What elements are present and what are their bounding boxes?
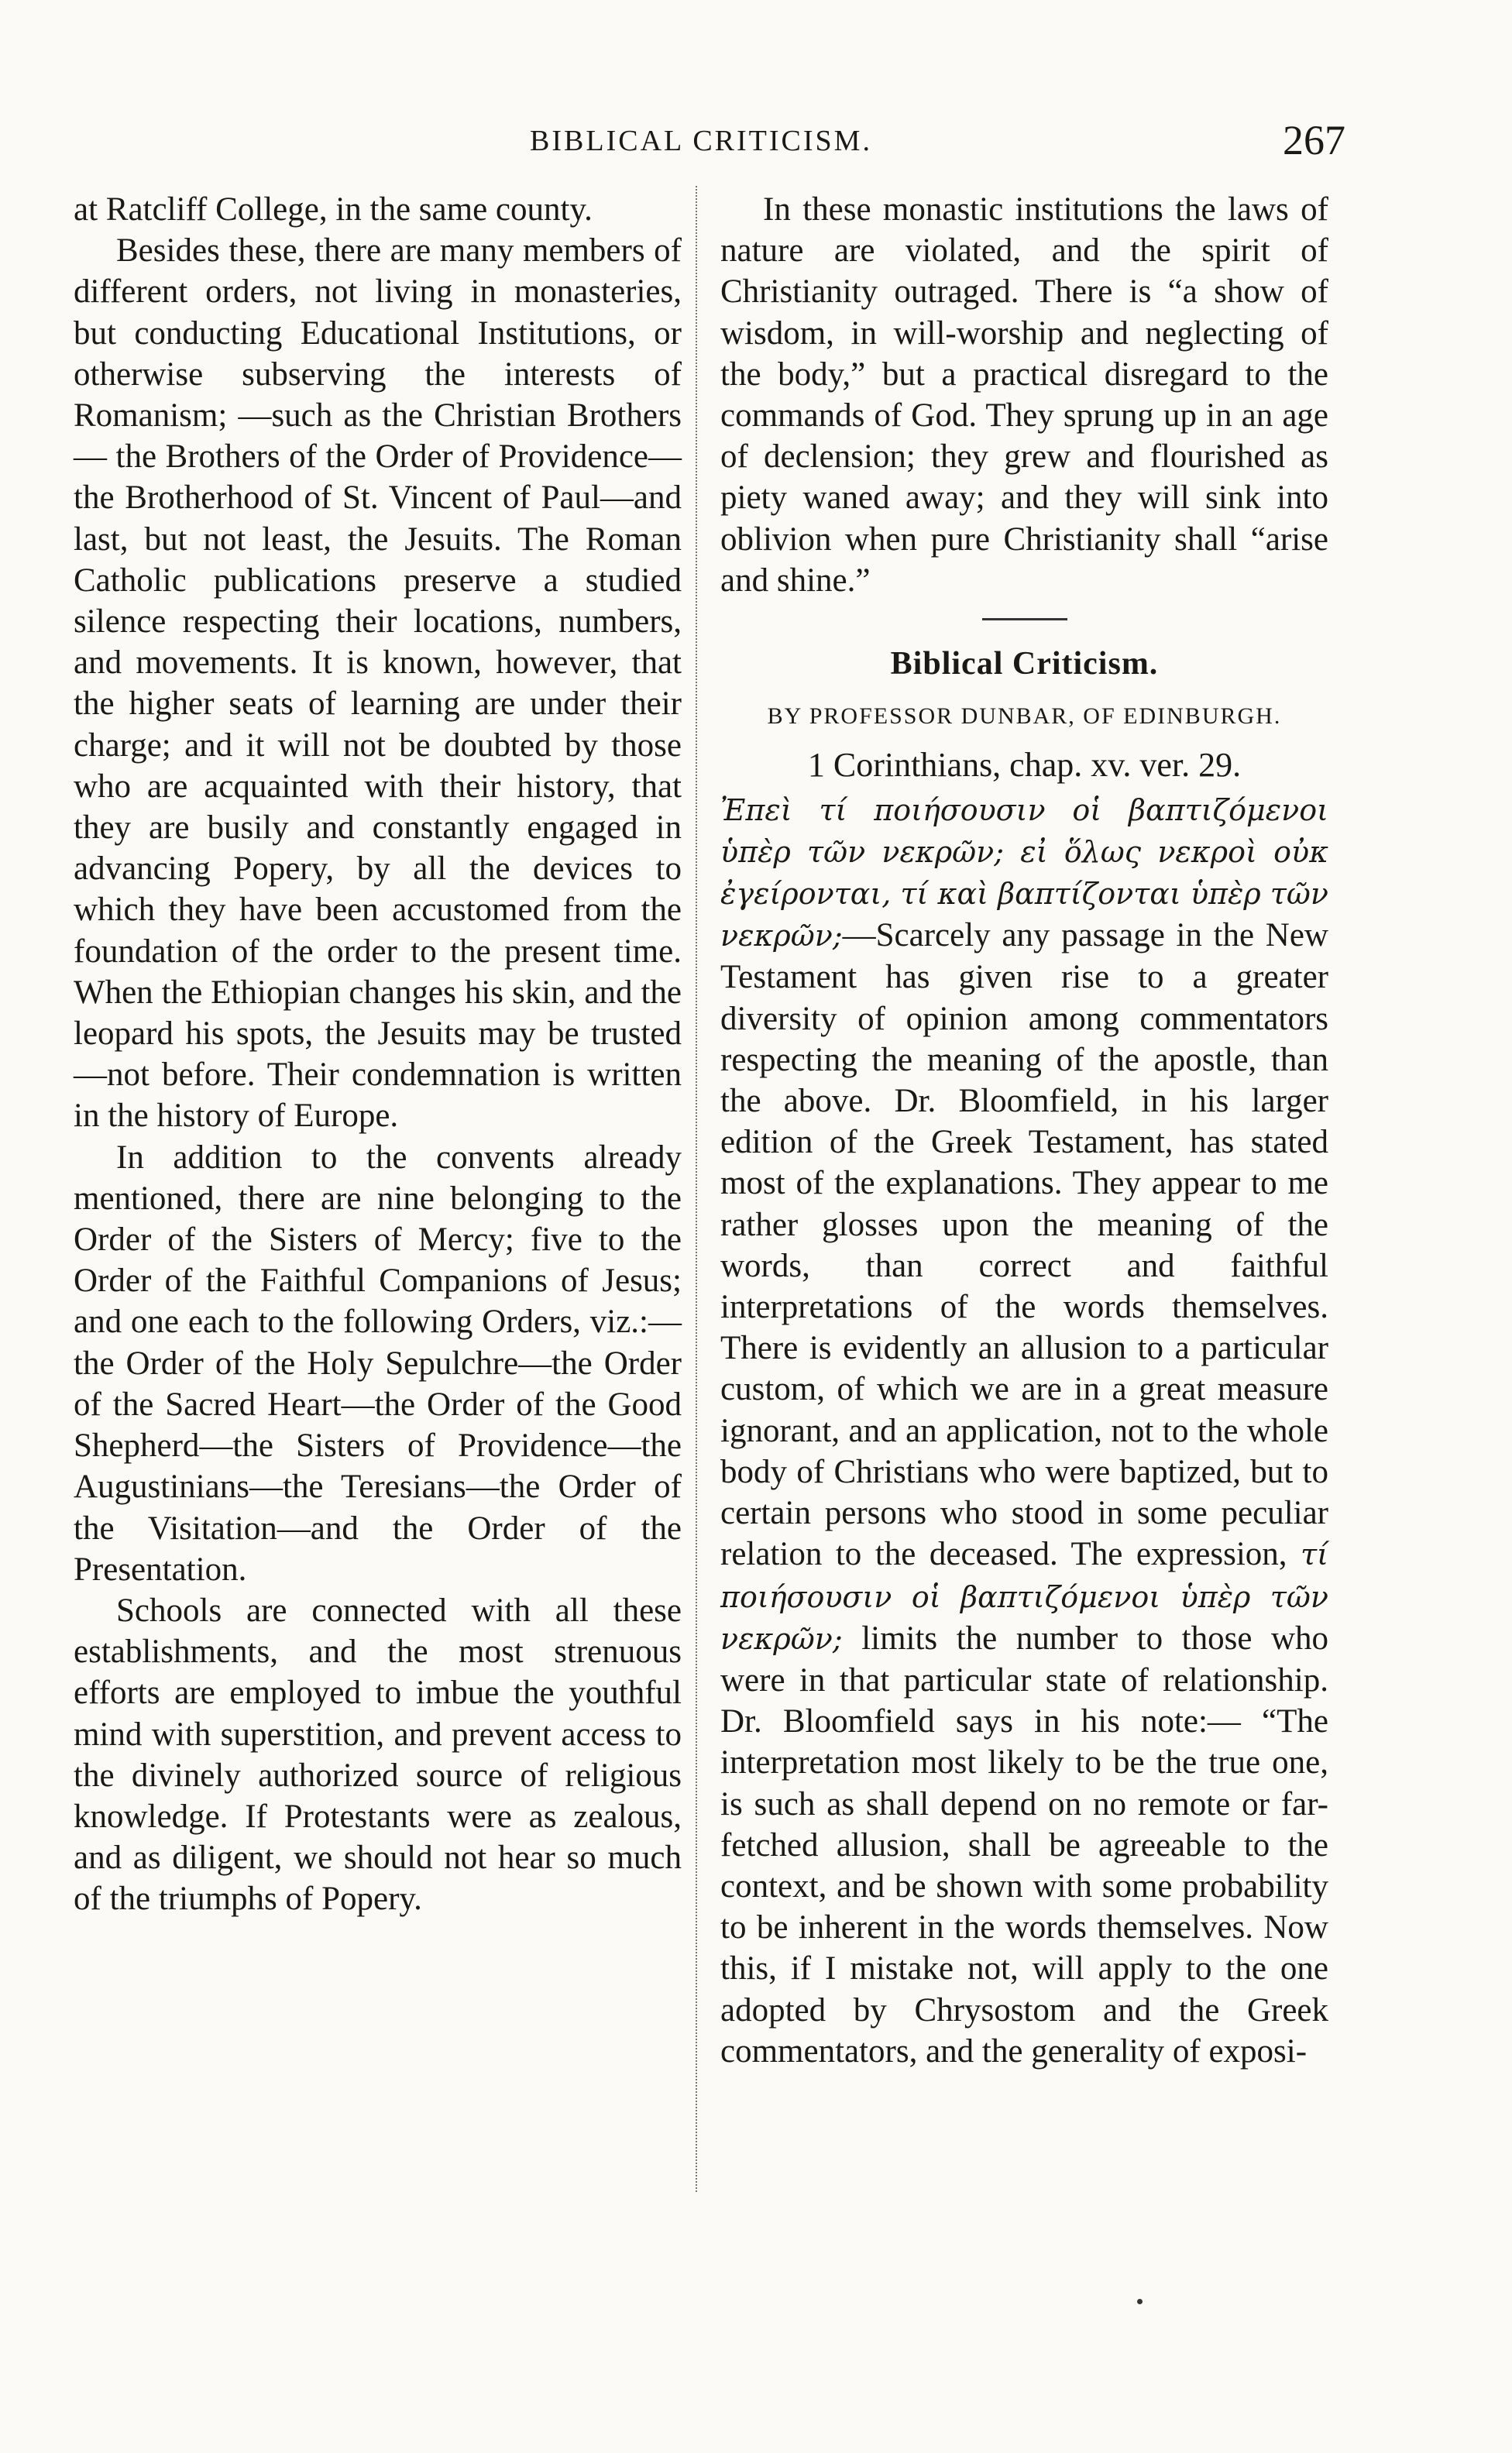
- column-divider: [696, 186, 697, 2192]
- running-head: BIBLICAL CRITICISM.: [530, 125, 872, 157]
- right-column: [720, 189, 1328, 2072]
- greek-expression: τί ποιήσουσιν οἱ βαπτιζόμενοι ὑπὲρ τῶν νεκρῶν;: [720, 1537, 1329, 1656]
- section-title: Biblical Criticism.: [890, 646, 1159, 682]
- author-byline: BY PROFESSOR DUNBAR, OF EDINBURGH.: [767, 703, 1282, 730]
- page-number: 267: [1283, 117, 1345, 163]
- paragraph-criticism: [720, 789, 1328, 2072]
- paragraph-orders: Besides these, there are many members of different orders, not living in monasteries, but conducting Educational Institutions, or otherwise subserving the interests of Romanism; —such as the Christian Brothers— the Brothers of the Order of Providence—the Brotherhood of St. Vincent of Paul—and last, but not least, the Jesuits. The Roman Catholic publications preserve a studied silence respecting their locations, numbers, and movements. It is known, however, that the higher seats of learning are under their charge; and it will not be doubted by those who are acquainted with their history, that they are busily and constantly engaged in advancing Popery, by all the devices to which they have been accustomed from the foundation of the order to the present time. When the Ethiopian changes his skin, and the leopard his spots, the Jesuits may be trusted—not before. Their condemnation is written in the history of Europe.: [74, 232, 682, 1135]
- paragraph-monastic: In these monastic institutions the laws of nature are violated, and the spirit of Christianity outraged. There is “a show of wisdom, in will-worship and neglecting of the body,” but a practical disregard to the commands of God. They sprung up in an age of declension; they grew and flourished as piety waned away; and they will sink into oblivion when pure Christianity shall “arise and shine.”: [720, 191, 1328, 599]
- section-rule: [982, 618, 1067, 620]
- paragraph-ratcliff: at Ratcliff College, in the same county.: [74, 191, 593, 228]
- paragraph-convents: In addition to the convents already mentioned, there are nine belonging to the Order of the Sisters of Mercy; five to the Order of the Faithful Companions of Jesus; and one each to the following Orders, viz.:—the Order of the Holy Sepulchre—the Order of the Sacred Heart—the Order of the Good Shepherd—the Sisters of Providence—the Augustinians—the Teresians—the Order of the Visitation—and the Order of the Presentation.: [74, 1139, 682, 1588]
- greek-quote: Ἐπεὶ τί ποιήσουσιν οἱ βαπτιζόμενοι ὑπὲρ τῶν νεκρῶν; εἰ ὅλως νεκροὶ οὐκ ἐγείρονται, τί καὶ βαπτίζονται ὑπὲρ τῶν νεκρῶν;: [720, 792, 1328, 953]
- paragraph-schools: Schools are connected with all these establishments, and the most strenuous efforts are employed to imbue the youthful mind with superstition, and prevent access to the divinely authorized source of religious knowledge. If Protestants were as zealous, and as diligent, we should not hear so much of the triumphs of Popery.: [74, 1592, 682, 1918]
- page-dot-mark: [1137, 2299, 1143, 2304]
- left-column: [74, 189, 682, 1920]
- criticism-text-continued: limits the number to those who were in that particular state of relationship. Dr. Bloomfield says in his note:— “The interpretation most likely to be the true one, is such as shall depend on no remote or far-fetched allusion, shall be agreeable to the context, and be shown with some probability to be inherent in the words themselves. Now this, if I mistake not, will apply to the one adopted by Chrysostom and the Greek commentators, and the generality of exposi-: [720, 1620, 1329, 2070]
- criticism-text: —Scarcely any passage in the New Testament has given rise to a greater diversity of opinion among commentators respecting the meaning of the apostle, than the above. Dr. Bloomfield, in his larger edition of the Greek Testament, has stated most of the explanations. They appear to me rather glosses upon the meaning of the words, than correct and faithful interpretations of the words themselves. There is evidently an allusion to a particular custom, of which we are in a great measure ignorant, and an application, not to the whole body of Christians who were baptized, but to certain persons who stood in some peculiar relation to the deceased. The expression,: [720, 917, 1328, 1573]
- verse-reference: 1 Corinthians, chap. xv. ver. 29.: [807, 746, 1242, 785]
